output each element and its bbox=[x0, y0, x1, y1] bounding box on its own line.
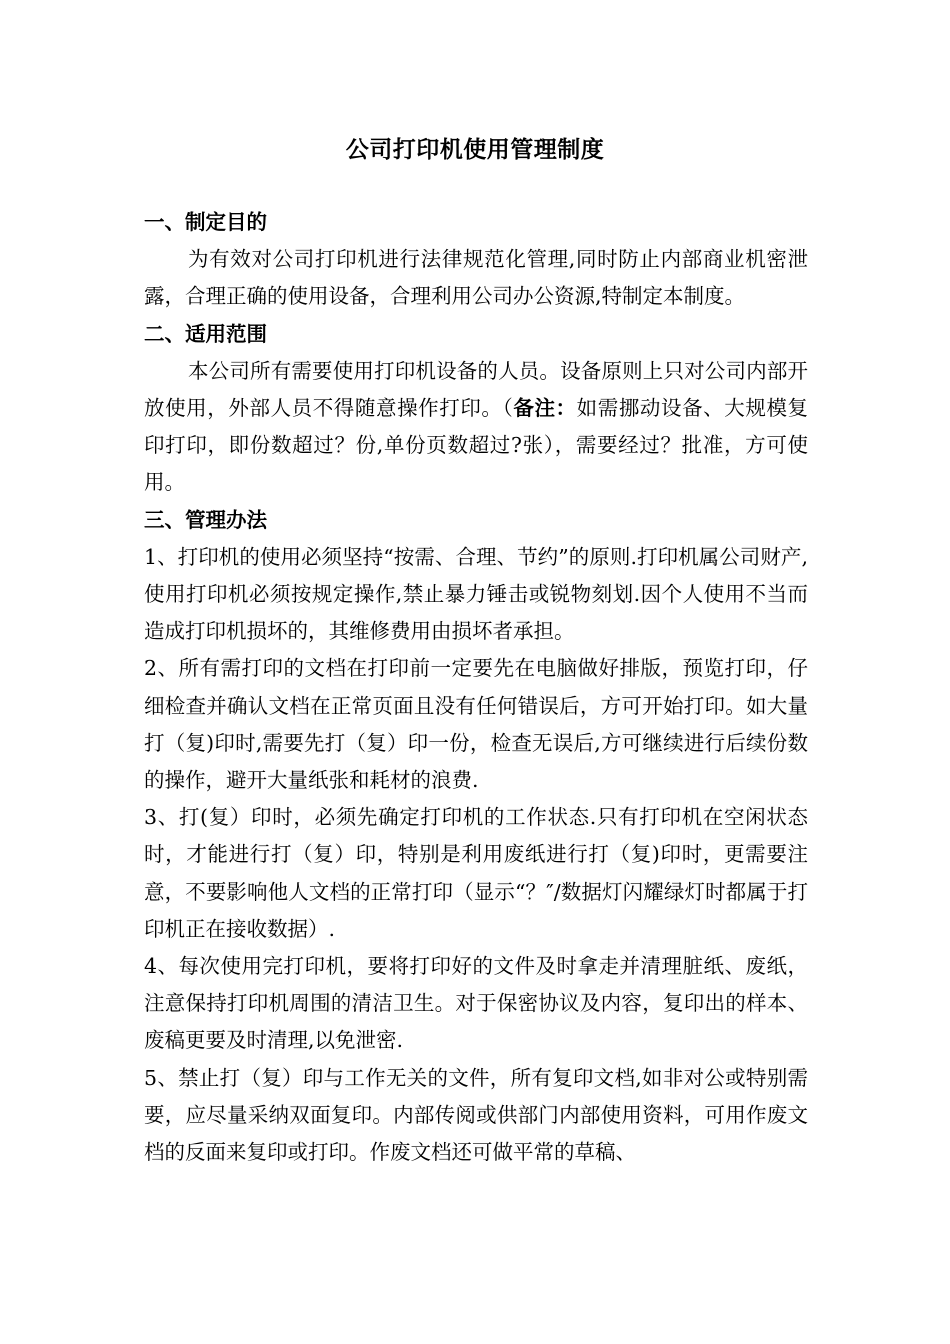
note-label: 备注： bbox=[513, 396, 577, 421]
management-item-5: 5、禁止打（复）印与工作无关的文件，所有复印文档,如非对公或特别需要，应尽量采纳双面复印。内部传阅或供部门内部使用资料，可用作废文档的反面来复印或打印。作废文档还可做平常的草稿、 bbox=[144, 1065, 808, 1165]
document-body bbox=[144, 204, 808, 1171]
document-title: 公司打印机使用管理制度 bbox=[345, 136, 605, 163]
purpose-paragraph: 为有效对公司打印机进行法律规范化管理,同时防止内部商业机密泄露，合理正确的使用设备，合理利用公司办公资源,特制定本制度。 bbox=[144, 247, 808, 309]
management-item-3: 3、打(复）印时，必须先确定打印机的工作状态.只有打印机在空闲状态时，才能进行打（复）印，特别是利用废纸进行打（复)印时，更需要注意，不要影响他人文档的正常打印（显示“？″/数据灯闪耀绿灯时都属于打印机正在接收数据）. bbox=[144, 805, 808, 941]
management-item-4: 4、每次使用完打印机，要将打印好的文件及时拿走并清理脏纸、废纸，注意保持打印机周围的清洁卫生。对于保密协议及内容，复印出的样本、废稿更要及时清理,以免泄密. bbox=[144, 954, 808, 1053]
section-heading-purpose: 一、制定目的 bbox=[144, 210, 267, 234]
section-heading-management: 三、管理办法 bbox=[144, 507, 267, 532]
scope-note-text: 如需挪动设备、大规模复印打印，即份数超过？份,单份页数超过?张），需要经过？批准，方可使用。 bbox=[144, 396, 809, 495]
scope-main-text: 本公司所有需要使用打印机设备的人员。设备原则上只对公司内部开放使用，外部人员不得随意操作打印。（ bbox=[144, 358, 808, 421]
scope-paragraph bbox=[144, 353, 808, 502]
management-item-2: 2、所有需打印的文档在打印前一定要先在电脑做好排版，预览打印，仔细检查并确认文档在正常页面且没有任何错误后，方可开始打印。如大量打（复)印时,需要先打（复）印一份，检查无误后,方可继续进行后续份数的操作，避开大量纸张和耗材的浪费. bbox=[144, 656, 808, 793]
management-item-1: 1、打印机的使用必须坚持“按需、合理、节约”的原则.打印机属公司财产,使用打印机必须按规定操作,禁止暴力锤击或锐物刻划.因个人使用不当而造成打印机损坏的，其维修费用由损坏者承担。 bbox=[144, 544, 808, 644]
section-heading-scope: 二、适用范围 bbox=[144, 321, 267, 346]
